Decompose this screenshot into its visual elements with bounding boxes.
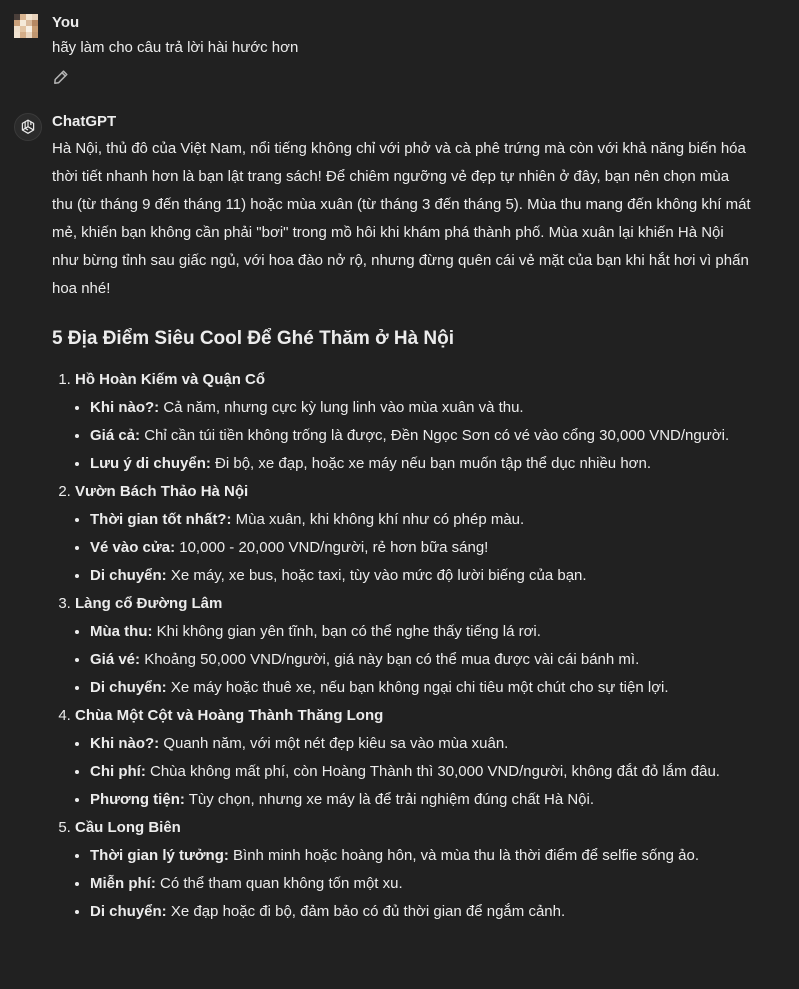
place-detail-item [90,842,752,870]
place-detail-item [90,422,752,450]
place-detail-item [90,562,752,590]
detail-text: Có thể tham quan không tốn một xu. [155,875,403,892]
detail-text: Đi bộ, xe đạp, hoặc xe máy nếu bạn muốn tập thể dục nhiều hơn. [210,455,652,472]
user-author-name: You [52,14,80,31]
assistant-message-body [52,135,752,926]
place-detail-item [90,450,752,478]
place-name: Làng cổ Đường Lâm [75,595,223,612]
place-name: Hồ Hoàn Kiếm và Quận Cổ [75,371,266,388]
detail-text: 10,000 - 20,000 VND/người, rẻ hơn bữa sáng! [175,539,489,556]
place-detail-item [90,674,752,702]
detail-text: Quanh năm, với một nét đẹp kiêu sa vào mùa xuân. [159,735,509,752]
detail-text: Chùa không mất phí, còn Hoàng Thành thì 30,000 VND/người, không đắt đỏ lắm đâu. [145,763,720,780]
detail-text: Tùy chọn, nhưng xe máy là để trải nghiệm đúng chất Hà Nội. [184,791,595,808]
detail-label: Di chuyển: [90,679,167,696]
avatar-pixel [32,32,38,38]
user-message-text: hãy làm cho câu trả lời hài hước hơn [52,39,299,56]
places-list [52,366,752,926]
detail-label: Di chuyển: [90,903,167,920]
detail-label: Khi nào?: [90,399,160,416]
assistant-message [14,113,799,983]
detail-label: Thời gian lý tưởng: [90,847,229,864]
place-details [75,506,752,590]
place-detail-item [90,618,752,646]
detail-text: Chỉ cần túi tiền không trống là được, Đền Ngọc Sơn có vé vào cổng 30,000 VND/người. [140,427,730,444]
place-item [75,814,752,926]
place-details [75,842,752,926]
detail-label: Phương tiện: [90,791,185,808]
assistant-author-name: ChatGPT [52,113,117,130]
place-detail-item [90,898,752,926]
place-item [75,478,752,590]
place-details [75,730,752,814]
place-item [75,702,752,814]
place-item [75,590,752,702]
detail-text: Xe máy, xe bus, hoặc taxi, tùy vào mức độ lười biếng của bạn. [166,567,587,584]
detail-text: Mùa xuân, khi không khí như có phép màu. [231,511,525,528]
detail-label: Giá vé: [90,651,141,668]
place-details [75,394,752,478]
place-detail-item [90,646,752,674]
place-detail-item [90,786,752,814]
place-detail-item [90,730,752,758]
detail-label: Mùa thu: [90,623,153,640]
detail-label: Thời gian tốt nhất?: [90,511,232,528]
place-name: Vườn Bách Thảo Hà Nội [75,483,249,500]
detail-label: Vé vào cửa: [90,539,176,556]
place-detail-item [90,506,752,534]
place-name: Cầu Long Biên [75,819,181,836]
user-avatar [14,14,38,38]
intro-paragraph: Hà Nội, thủ đô của Việt Nam, nổi tiếng không chỉ với phở và cà phê trứng mà còn với khả năng biến hóa thời tiết nhanh hơn là bạn lật trang sách! Để chiêm ngưỡng vẻ đẹp tự nhiên ở đây, bạn nên chọn mùa thu (từ tháng 9 đến tháng 11) hoặc mùa xuân (từ tháng 3 đến tháng 5). Mùa thu mang đến không khí mát mẻ, khiến bạn không cần phải "bơi" trong mồ hôi khi khám phá thành phố. Mùa xuân lại khiến Hà Nội như bừng tỉnh sau giấc ngủ, với hoa đào nở rộ, nhưng đừng quên cái vẻ mặt của bạn khi hắt hơi vì phấn hoa nhé! [52,140,751,297]
detail-label: Giá cả: [90,427,141,444]
place-details [75,618,752,702]
place-detail-item [90,758,752,786]
detail-label: Khi nào?: [90,735,160,752]
place-item [75,366,752,478]
chatgpt-avatar [14,113,42,141]
detail-text: Xe máy hoặc thuê xe, nếu bạn không ngại chi tiêu một chút cho sự tiện lợi. [166,679,669,696]
place-name: Chùa Một Cột và Hoàng Thành Thăng Long [75,707,384,724]
place-detail-item [90,870,752,898]
edit-message-button[interactable] [52,68,70,86]
place-detail-item [90,534,752,562]
detail-label: Di chuyển: [90,567,167,584]
openai-logo-icon [19,118,37,136]
detail-label: Chi phí: [90,763,146,780]
place-detail-item [90,394,752,422]
user-message [14,14,799,94]
detail-text: Xe đạp hoặc đi bộ, đảm bảo có đủ thời gian để ngắm cảnh. [166,903,566,920]
places-heading: 5 Địa Điểm Siêu Cool Để Ghé Thăm ở Hà Nội [52,328,455,349]
detail-text: Khi không gian yên tĩnh, bạn có thể nghe thấy tiếng lá rơi. [152,623,541,640]
detail-label: Lưu ý di chuyển: [90,455,211,472]
detail-text: Cả năm, nhưng cực kỳ lung linh vào mùa xuân và thu. [159,399,524,416]
detail-label: Miễn phí: [90,875,156,892]
pencil-icon [52,68,70,86]
detail-text: Bình minh hoặc hoàng hôn, và mùa thu là thời điểm để selfie sống ảo. [228,847,699,864]
detail-text: Khoảng 50,000 VND/người, giá này bạn có thể mua được vài cái bánh mì. [140,651,640,668]
